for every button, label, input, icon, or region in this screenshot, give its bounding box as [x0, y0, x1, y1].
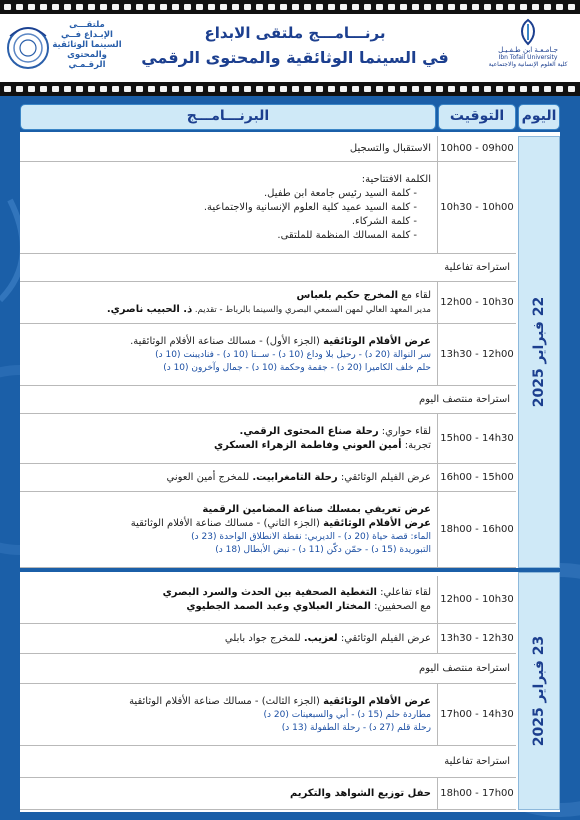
- opening-speech-title: الكلمة الافتتاحية:: [361, 173, 431, 185]
- film-perforation: [352, 4, 359, 10]
- film-perforation: [208, 4, 215, 10]
- film-perforation: [88, 86, 95, 92]
- film-perforation: [136, 4, 143, 10]
- film-perforation: [472, 86, 479, 92]
- film-perforation: [112, 4, 119, 10]
- session-title: رحلة صناع المحتوى الرقمي.: [239, 425, 379, 437]
- faculty-name: كلية العلوم الإنسانية والاجتماعية: [488, 61, 568, 68]
- film-perforation: [532, 86, 539, 92]
- time-slot: 18h00 - 16h00: [437, 492, 516, 567]
- film-perforation: [568, 4, 575, 10]
- film-perforation: [112, 86, 119, 92]
- break-row: [20, 254, 516, 282]
- list-item: - كلمة السيد عميد كلية العلوم الإنسانية والاجتماعية.: [24, 201, 417, 215]
- film-perforation: [460, 86, 467, 92]
- film-strip-bottom: [0, 82, 580, 96]
- film-perforation: [76, 86, 83, 92]
- film-perforation: [184, 86, 191, 92]
- film-perforation: [400, 4, 407, 10]
- list-item: - كلمة السيد رئيس جامعة ابن طفيل.: [24, 187, 417, 201]
- film-perforation: [316, 4, 323, 10]
- film-perforation: [244, 4, 251, 10]
- film-perforation: [76, 4, 83, 10]
- film-perforation: [52, 86, 59, 92]
- film-perforation: [400, 86, 407, 92]
- film-perforation: [100, 4, 107, 10]
- table-row: [20, 492, 516, 568]
- day-separator: [20, 568, 560, 572]
- forum-logo: [6, 16, 126, 80]
- film-title: رحلة التامغرابيت.: [252, 471, 338, 483]
- forum-logo-line: الإبـداع فــي: [61, 30, 113, 40]
- film-perforation: [64, 4, 71, 10]
- program-text: الاستقبال والتسجيل: [349, 142, 431, 154]
- film-perforation: [208, 86, 215, 92]
- break-text: استراحة منتصف اليوم: [419, 393, 510, 405]
- film-perforation: [376, 86, 383, 92]
- film-perforation: [496, 86, 503, 92]
- film-perforation: [304, 86, 311, 92]
- film-perforation: [556, 86, 563, 92]
- film-perforation: [544, 4, 551, 10]
- program-item: [20, 624, 437, 653]
- break-label: [20, 746, 516, 777]
- break-label: [20, 654, 516, 683]
- break-label: [20, 386, 516, 413]
- program-text: لقاء تفاعلي:: [376, 586, 431, 598]
- director-name: للمخرج جواد بابلي: [224, 632, 304, 644]
- program-text: لقاء مع: [398, 289, 431, 301]
- program-item: [20, 576, 437, 623]
- film-perforation: [412, 86, 419, 92]
- program-text: مدير المعهد العالي لمهن السمعي البصري والسينما بالرباط - تقديم.: [192, 304, 431, 315]
- film-list: سر النوالة (20 د) - رحيل بلا وداع (10 د) - ســنا (10 د) - فناديبنت (10 د): [155, 349, 431, 360]
- film-perforation: [520, 86, 527, 92]
- film-perforation: [16, 86, 23, 92]
- university-logo: [484, 18, 572, 78]
- time-slot: 12h00 - 10h30: [437, 282, 516, 323]
- film-perforation: [436, 4, 443, 10]
- film-perforation: [4, 4, 11, 10]
- film-perforation: [268, 86, 275, 92]
- film-perforation: [448, 86, 455, 92]
- film-perforation: [196, 4, 203, 10]
- film-perforation: [124, 86, 131, 92]
- film-perforation: [508, 86, 515, 92]
- guest-name: المختار العبلاوي وعبد الصمد الجطيوي: [186, 600, 371, 612]
- film-perforation: [424, 4, 431, 10]
- film-perforation: [388, 4, 395, 10]
- film-perforation: [64, 86, 71, 92]
- presenter-name: ذ. الحبيب ناصري.: [106, 303, 193, 315]
- film-perforation: [316, 86, 323, 92]
- film-perforation: [220, 4, 227, 10]
- break-text: استراحة منتصف اليوم: [419, 662, 510, 674]
- day-cell-2: [518, 572, 560, 810]
- session-title: عرض الأفلام الوثائقية: [323, 335, 431, 347]
- film-perforation: [544, 86, 551, 92]
- program-text: عرض الفيلم الوثائقي:: [337, 632, 431, 644]
- film-perforation: [352, 86, 359, 92]
- forum-logo-line: الرقـمـي: [68, 60, 106, 70]
- film-title: لعزيب.: [303, 632, 338, 644]
- time-slot: 13h30 - 12h30: [437, 624, 516, 653]
- program-item: [20, 464, 437, 491]
- table-row: [20, 684, 516, 746]
- film-perforation: [52, 4, 59, 10]
- film-perforation: [232, 86, 239, 92]
- header-banner: [0, 14, 580, 82]
- film-perforation: [448, 4, 455, 10]
- list-item: - كلمة الشركاء.: [24, 215, 417, 229]
- program-item: [20, 684, 437, 745]
- break-row: [20, 746, 516, 778]
- film-perforation: [268, 4, 275, 10]
- column-header-day: اليوم: [518, 104, 560, 130]
- program-text: تجربة:: [401, 439, 431, 451]
- page-title-line2: في السينما الوثائقية والمحتوى الرقمي: [141, 48, 449, 67]
- forum-logo-text: [48, 20, 126, 70]
- film-perforation: [364, 86, 371, 92]
- film-perforation: [412, 4, 419, 10]
- film-strip-top: [0, 0, 580, 14]
- program-item: [20, 492, 437, 567]
- column-header-time: التوقيت: [438, 104, 516, 130]
- film-perforation: [28, 86, 35, 92]
- program-item: [20, 778, 437, 809]
- day-label: 23 فبراير 2025: [531, 635, 547, 747]
- day-label: 22 فبراير 2025: [531, 296, 547, 408]
- university-emblem-icon: [516, 18, 540, 46]
- time-slot: 10h00 - 09h00: [437, 136, 516, 161]
- table-row: [20, 778, 516, 810]
- film-perforation: [88, 4, 95, 10]
- forum-logo-line: والمحتوى: [67, 50, 107, 60]
- table-row: [20, 162, 516, 254]
- university-name-en: Ibn Tofail University: [498, 54, 558, 61]
- time-slot: 17h00 - 14h30: [437, 684, 516, 745]
- speakers-list: [24, 187, 431, 243]
- film-perforation: [160, 4, 167, 10]
- film-perforation: [460, 4, 467, 10]
- film-perforation: [520, 4, 527, 10]
- program-text: (الجزء الثاني) - مسالك صناعة الأفلام الوثائقية: [130, 517, 324, 529]
- film-perforation: [508, 4, 515, 10]
- film-perforation: [292, 86, 299, 92]
- film-perforation: [280, 4, 287, 10]
- session-title: عرض الأفلام الوثائقية: [323, 695, 431, 707]
- film-list: الماء: قصة حياة (20 د) - الديربي: نقطة الانطلاق الواحدة (23 د): [191, 531, 431, 542]
- film-perforation: [136, 86, 143, 92]
- film-perforation: [340, 86, 347, 92]
- film-perforation: [472, 4, 479, 10]
- program-item: [20, 162, 437, 253]
- forum-logo-line: السينما الوثائقية: [52, 40, 122, 50]
- film-perforation: [124, 4, 131, 10]
- film-perforation: [292, 4, 299, 10]
- film-list: رحلة قلم (27 د) - رحلة الطفولة (13 د): [281, 722, 431, 733]
- break-text: استراحة تفاعلية: [444, 261, 510, 273]
- page-title-line1: برنـــامـــج ملتقى الابداع: [204, 24, 386, 42]
- film-perforation: [4, 86, 11, 92]
- film-perforation: [364, 4, 371, 10]
- film-perforation: [184, 4, 191, 10]
- film-perforation: [196, 86, 203, 92]
- time-slot: 18h00 - 17h00: [437, 778, 516, 809]
- film-perforation: [232, 4, 239, 10]
- program-item: [20, 324, 437, 385]
- guest-name: أمين العوني وفاطمة الزهراء العسكري: [213, 439, 402, 451]
- film-perforation: [388, 86, 395, 92]
- film-perforation: [148, 4, 155, 10]
- film-perforation: [40, 4, 47, 10]
- time-slot: 13h30 - 12h00: [437, 324, 516, 385]
- film-perforation: [304, 4, 311, 10]
- forum-logo-line: ملتقـــى: [69, 20, 105, 30]
- table-row: [20, 282, 516, 324]
- column-header-program: البرنـــامـــج: [20, 104, 436, 130]
- film-perforation: [256, 86, 263, 92]
- table-row: [20, 136, 516, 162]
- program-text: (الجزء الأول) - مسالك صناعة الأفلام الوثائقية.: [130, 335, 324, 347]
- list-item: - كلمة المسالك المنظمة للملتقى.: [24, 229, 417, 243]
- film-perforation: [220, 86, 227, 92]
- program-item: [20, 414, 437, 463]
- film-list: حلم خلف الكاميرا (20 د) - جقمة وحكمة (10 د) - جمال وآخرون (10 د): [163, 362, 431, 373]
- film-perforation: [340, 4, 347, 10]
- session-title: عرض الأفلام الوثائقية: [323, 517, 431, 529]
- film-perforation: [328, 86, 335, 92]
- film-perforation: [160, 86, 167, 92]
- session-title: عرض تعريفي بمسلك صناعة المضامين الرقمية: [202, 503, 431, 515]
- film-perforation: [484, 4, 491, 10]
- day-cell-1: [518, 136, 560, 568]
- time-slot: 15h00 - 14h30: [437, 414, 516, 463]
- table-row: [20, 324, 516, 386]
- film-perforation: [244, 86, 251, 92]
- time-slot: 12h00 - 10h30: [437, 576, 516, 623]
- film-perforation: [376, 4, 383, 10]
- program-text: مع الصحفيين:: [370, 600, 431, 612]
- film-perforation: [280, 86, 287, 92]
- spiral-emblem-icon: [6, 16, 52, 78]
- film-perforation: [424, 86, 431, 92]
- table-row: [20, 414, 516, 464]
- director-name: للمخرج أمين العوني: [166, 471, 253, 483]
- film-perforation: [328, 4, 335, 10]
- film-perforation: [16, 4, 23, 10]
- break-row: [20, 654, 516, 684]
- guest-name: المخرج حكيم بلعباس: [296, 289, 399, 301]
- break-row: [20, 386, 516, 414]
- table-row: [20, 464, 516, 492]
- program-item: [20, 136, 437, 161]
- film-perforation: [40, 86, 47, 92]
- time-slot: 10h30 - 10h00: [437, 162, 516, 253]
- session-title: التغطية الصحفية بين الحدث والسرد البصري: [162, 586, 377, 598]
- film-perforation: [172, 86, 179, 92]
- film-perforation: [256, 4, 263, 10]
- time-slot: 16h00 - 15h00: [437, 464, 516, 491]
- program-text: (الجزء الثالث) - مسالك صناعة الأفلام الوثائقية: [129, 695, 324, 707]
- program-text: لقاء حواري:: [378, 425, 431, 437]
- film-perforation: [484, 86, 491, 92]
- film-perforation: [556, 4, 563, 10]
- program-item: [20, 282, 437, 323]
- table-row: [20, 624, 516, 654]
- break-label: [20, 254, 516, 281]
- film-perforation: [148, 86, 155, 92]
- program-text: عرض الفيلم الوثائقي:: [337, 471, 431, 483]
- film-list: التبوريدة (15 د) - حمّن دكّن (11 د) - نبض الأبطال (18 د): [215, 544, 431, 555]
- film-perforation: [568, 86, 575, 92]
- university-name-ar: جـامـعـة ابن طـفـيـل: [498, 46, 558, 54]
- film-list: مطاردة حلم (15 د) - أبي والسبعينات (20 د): [263, 709, 431, 720]
- film-perforation: [100, 86, 107, 92]
- session-title: حفل توزيع الشواهد والتكريم: [289, 787, 431, 799]
- film-perforation: [532, 4, 539, 10]
- film-perforation: [496, 4, 503, 10]
- table-row: [20, 576, 516, 624]
- film-perforation: [172, 4, 179, 10]
- break-text: استراحة تفاعلية: [444, 755, 510, 767]
- film-perforation: [28, 4, 35, 10]
- film-perforation: [436, 86, 443, 92]
